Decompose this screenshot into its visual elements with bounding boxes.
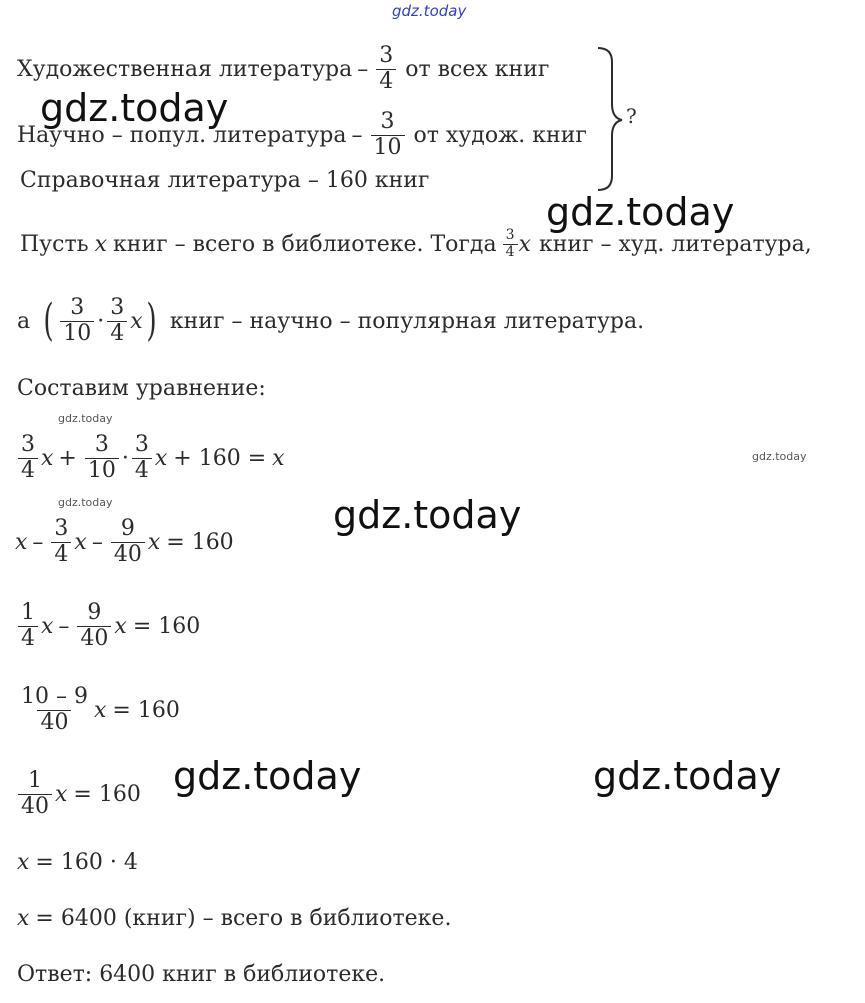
text: книг – худ. литература, bbox=[538, 231, 812, 257]
fraction bbox=[18, 685, 91, 734]
variable-x: x bbox=[15, 529, 28, 555]
variable-x: x bbox=[41, 613, 54, 639]
text: а bbox=[17, 308, 31, 334]
numerator: 9 bbox=[87, 600, 102, 626]
fraction bbox=[18, 601, 38, 650]
numerator: 3 bbox=[379, 43, 394, 69]
given-popsci bbox=[17, 106, 587, 164]
given-fiction-label: Художественная литература bbox=[17, 56, 353, 82]
watermark: gdz.today bbox=[546, 190, 735, 234]
minus-operator: – bbox=[91, 529, 103, 555]
watermark-top: gdz.today bbox=[392, 2, 467, 20]
denominator: 4 bbox=[503, 244, 518, 260]
numerator: 3 bbox=[94, 432, 109, 458]
popsci-expression bbox=[17, 292, 644, 350]
text: + 160 = bbox=[173, 445, 267, 471]
fraction bbox=[376, 44, 396, 93]
text: = 160 bbox=[73, 781, 141, 807]
denominator: 4 bbox=[51, 542, 71, 567]
text: = 160 bbox=[132, 613, 201, 639]
variable-x: x bbox=[94, 231, 108, 257]
fraction bbox=[503, 228, 518, 260]
watermark-small: gdz.today bbox=[752, 450, 807, 463]
question-mark: ? bbox=[626, 104, 637, 128]
numerator: 3 bbox=[54, 516, 69, 542]
denominator: 40 bbox=[77, 626, 111, 651]
denominator: 4 bbox=[132, 458, 152, 483]
right-paren: ) bbox=[146, 295, 157, 346]
text: = 160 bbox=[166, 529, 234, 555]
denominator: 4 bbox=[376, 69, 396, 94]
fraction bbox=[60, 296, 94, 345]
text: книг – научно – популярная литература. bbox=[169, 308, 645, 334]
text: Пусть bbox=[20, 231, 89, 257]
fraction bbox=[111, 517, 145, 566]
variable-x: x bbox=[41, 445, 54, 471]
watermark: gdz.today bbox=[40, 86, 229, 130]
denominator: 4 bbox=[107, 321, 127, 346]
watermark-small: gdz.today bbox=[58, 412, 113, 425]
compose-heading: Составим уравнение: bbox=[17, 376, 266, 401]
numerator: 3 bbox=[21, 432, 35, 458]
given-popsci-suffix: от худож. книг bbox=[413, 122, 587, 148]
given-fiction-suffix: от всех книг bbox=[405, 56, 550, 82]
watermark: gdz.today bbox=[333, 493, 522, 537]
dot-operator: · bbox=[97, 308, 105, 334]
fraction bbox=[85, 433, 119, 482]
fraction bbox=[18, 433, 38, 482]
dot-operator: · bbox=[121, 445, 129, 471]
equation-4 bbox=[15, 680, 180, 740]
fraction bbox=[107, 296, 127, 345]
fraction bbox=[18, 769, 52, 818]
minus-operator: – bbox=[58, 613, 70, 639]
dash: – bbox=[351, 122, 363, 148]
variable-x: x bbox=[272, 445, 285, 471]
text: = 6400 (книг) – всего в библиотеке. bbox=[35, 906, 452, 931]
left-paren: ( bbox=[43, 295, 54, 346]
let-statement bbox=[20, 222, 812, 266]
dash: – bbox=[357, 56, 369, 82]
variable-x: x bbox=[130, 308, 143, 334]
variable-x: x bbox=[93, 697, 107, 723]
fraction bbox=[371, 110, 405, 159]
text: = 160 bbox=[112, 697, 180, 723]
variable-x: x bbox=[114, 613, 127, 639]
numerator: 3 bbox=[380, 109, 395, 135]
numerator: 9 bbox=[120, 516, 135, 542]
variable-x: x bbox=[55, 781, 68, 807]
denominator: 4 bbox=[18, 626, 38, 651]
denominator: 10 bbox=[85, 458, 119, 483]
variable-x: x bbox=[17, 906, 30, 931]
variable-x: x bbox=[147, 529, 161, 555]
equation-2 bbox=[15, 512, 234, 572]
variable-x: x bbox=[74, 529, 87, 555]
equation-1 bbox=[15, 428, 285, 488]
denominator: 10 bbox=[60, 321, 94, 346]
watermark-small: gdz.today bbox=[58, 496, 113, 509]
denominator: 4 bbox=[18, 458, 38, 483]
denominator: 40 bbox=[18, 794, 52, 819]
numerator: 1 bbox=[28, 768, 42, 794]
fraction bbox=[51, 517, 71, 566]
watermark: gdz.today bbox=[593, 754, 782, 798]
equation-6 bbox=[17, 850, 138, 875]
numerator: 3 bbox=[110, 295, 125, 321]
fraction bbox=[77, 601, 111, 650]
given-popsci-label: Научно – попул. литература bbox=[17, 122, 347, 148]
given-reference: Справочная литература – 160 книг bbox=[20, 168, 430, 193]
numerator: 3 bbox=[70, 295, 85, 321]
text: книг – всего в библиотеке. Тогда bbox=[113, 231, 497, 257]
equation-7 bbox=[17, 906, 451, 931]
denominator: 40 bbox=[37, 710, 71, 735]
fraction bbox=[132, 433, 152, 482]
curly-brace-icon bbox=[590, 44, 630, 194]
given-fiction bbox=[17, 40, 549, 98]
variable-x: x bbox=[17, 850, 30, 875]
minus-operator: – bbox=[32, 529, 44, 555]
text: = 160 · 4 bbox=[35, 850, 138, 875]
numerator: 10 – 9 bbox=[21, 684, 88, 710]
answer: Ответ: 6400 книг в библиотеке. bbox=[17, 962, 386, 987]
denominator: 10 bbox=[371, 135, 405, 160]
equation-3 bbox=[15, 596, 200, 656]
denominator: 40 bbox=[111, 542, 145, 567]
plus-operator: + bbox=[58, 445, 77, 471]
variable-x: x bbox=[518, 231, 531, 257]
numerator: 3 bbox=[505, 227, 515, 244]
numerator: 3 bbox=[134, 432, 149, 458]
equation-5 bbox=[15, 764, 141, 824]
variable-x: x bbox=[154, 445, 168, 471]
watermark: gdz.today bbox=[173, 754, 362, 798]
numerator: 1 bbox=[21, 600, 35, 626]
